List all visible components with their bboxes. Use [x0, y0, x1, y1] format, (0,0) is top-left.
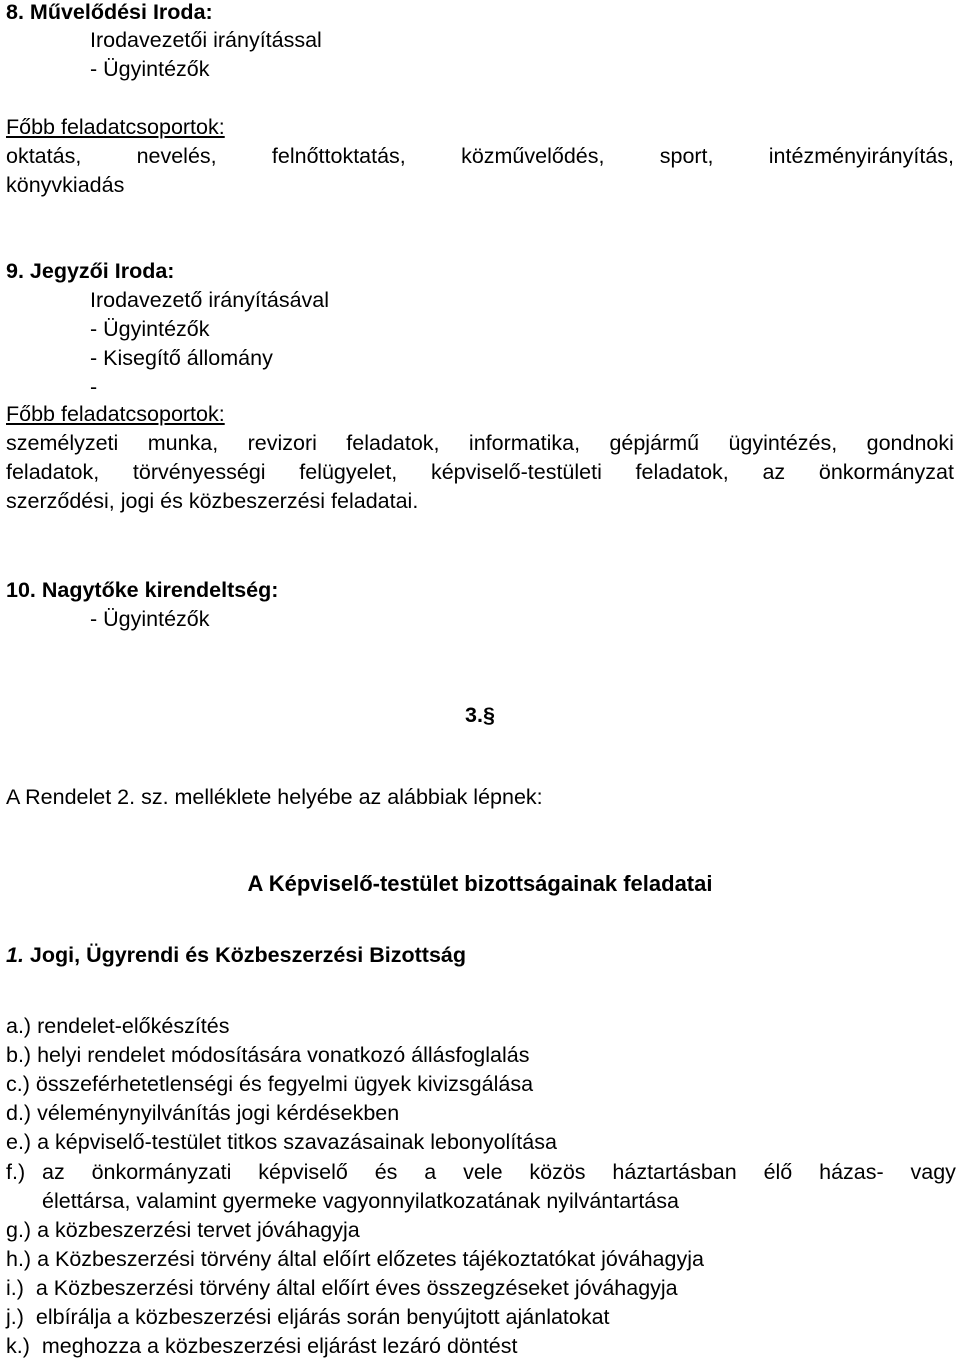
section8-tasks-label: Főbb feladatcsoportok: [6, 115, 225, 139]
committee-item-f-word: vagy [910, 1160, 956, 1184]
section8-task-word: nevelés, [136, 144, 217, 168]
committee-task-item [6, 1042, 529, 1068]
committees-heading: A Képviselő-testület bizottságainak feladatai [247, 871, 713, 896]
section9-task-word: feladatok, [635, 460, 729, 484]
section8-task-word: oktatás, [6, 144, 82, 168]
section8-task-word: intézményirányítás, [768, 144, 954, 168]
committee-task-text: összeférhetetlenségi és fegyelmi ügyek kivizsgálása [35, 1072, 534, 1096]
committee-task-text: a Közbeszerzési törvény által előírt előzetes tájékoztatókat jóváhagyja [37, 1247, 704, 1271]
committee-task-text: rendelet-előkészítés [37, 1014, 230, 1038]
section8-line1: Irodavezetői irányítással [90, 28, 322, 52]
section9-line3: - Kisegítő állomány [90, 346, 273, 370]
committee-task-item [6, 1013, 230, 1039]
committee-task-text: véleménynyilvánítás jogi kérdésekben [37, 1101, 400, 1125]
section8-line2: - Ügyintézők [90, 57, 210, 81]
committee-task-text: elbírálja a közbeszerzési eljárás során benyújtott ajánlatokat [29, 1305, 610, 1329]
section9-task-word: revizori [247, 431, 317, 455]
section9-task-word: képviselő-testületi [430, 460, 602, 484]
committee-task-letter: h.) [6, 1247, 32, 1271]
section9-tasks-line1 [6, 430, 954, 456]
section10-line1: - Ügyintézők [90, 607, 210, 631]
committee-item-f-word: az [42, 1160, 65, 1184]
section9-tasks-end: szerződési, jogi és közbeszerzési feladatai. [6, 489, 419, 513]
committee-task-item [6, 1100, 399, 1126]
section9-task-word: informatika, [468, 431, 581, 455]
committee-number: 1. [6, 943, 24, 967]
committee-item-f-word: élő [763, 1160, 793, 1184]
section9-task-word: az [762, 460, 786, 484]
committee-task-text: a Közbeszerzési törvény által előírt éves összegzéseket jóváhagyja [29, 1276, 678, 1300]
committee-task-item [6, 1246, 704, 1272]
section10-title: 10. Nagytőke kirendeltség: [6, 578, 279, 602]
committee-task-letter: k.) [6, 1334, 30, 1358]
section8-task-word: felnőttoktatás, [271, 144, 406, 168]
section8-task-word: közművelődés, [461, 144, 605, 168]
committee-title [6, 942, 466, 968]
section9-tasks-line2 [6, 459, 954, 485]
section9-task-word: törvényességi [132, 460, 266, 484]
committee-item-f-word: házas- [819, 1160, 884, 1184]
committee-item-f-word: vele [463, 1160, 503, 1184]
committee-task-letter: b.) [6, 1043, 32, 1067]
committee-task-letter: d.) [6, 1101, 32, 1125]
committee-task-letter: j.) [6, 1305, 24, 1329]
section9-tasks-label: Főbb feladatcsoportok: [6, 402, 225, 426]
committee-task-item [6, 1217, 360, 1243]
intro-text: A Rendelet 2. sz. melléklete helyébe az alábbiak lépnek: [6, 785, 543, 809]
committee-task-item [6, 1129, 557, 1155]
committee-task-text: helyi rendelet módosítására vonatkozó állásfoglalás [37, 1043, 530, 1067]
committee-task-text: meghozza a közbeszerzési eljárást lezáró döntést [35, 1334, 518, 1358]
committee-task-letter: e.) [6, 1130, 32, 1154]
committee-item-f-line2: élettársa, valamint gyermeke vagyonnyilatkozatának nyilvántartása [42, 1189, 679, 1213]
section9-title [6, 258, 174, 284]
committee-task-text: a képviselő-testület titkos szavazásainak lebonyolítása [37, 1130, 557, 1154]
section9-task-word: munka, [147, 431, 219, 455]
section9-task-word: feladatok, [6, 460, 100, 484]
section9-task-word: felügyelet, [299, 460, 398, 484]
section9-task-word: ügyintézés, [728, 431, 838, 455]
section8-task-word: sport, [659, 144, 714, 168]
committee-item-f-word: önkormányzati [91, 1160, 232, 1184]
committee-task-letter: a.) [6, 1014, 32, 1038]
committee-item-f-word: a [424, 1160, 437, 1184]
section9-task-word: gondnoki [866, 431, 954, 455]
section9-task-word: gépjármű [609, 431, 700, 455]
committee-task-text: a közbeszerzési tervet jóváhagyja [37, 1218, 360, 1242]
committee-task-letter: i.) [6, 1276, 24, 1300]
committee-item-f-word: képviselő [258, 1160, 348, 1184]
committee-task-letter: c.) [6, 1072, 30, 1096]
committee-task-letter: g.) [6, 1218, 32, 1242]
section8-tasks-end: könyvkiadás [6, 173, 125, 197]
section9-line2: - Ügyintézők [90, 317, 210, 341]
section9-line4: - [90, 375, 98, 399]
section9-title-text: 9. Jegyzői Iroda: [6, 259, 175, 283]
section9-line1: Irodavezető irányításával [90, 288, 330, 312]
committee-item-f-word: közös [529, 1160, 586, 1184]
paragraph-marker: 3.§ [465, 703, 495, 727]
committee-item-f-word: háztartásban [612, 1160, 737, 1184]
committee-item-f-letter: f.) [6, 1160, 26, 1184]
section9-task-word: önkormányzat [818, 460, 954, 484]
committee-item-f-line1 [42, 1159, 956, 1185]
committee-task-item [6, 1304, 610, 1330]
committee-task-item [6, 1275, 678, 1301]
section9-task-word: személyzeti [6, 431, 119, 455]
committee-item-f-word: és [374, 1160, 398, 1184]
section9-task-word: feladatok, [346, 431, 440, 455]
section8-tasks-line [6, 143, 954, 169]
section8-title: 8. Művelődési Iroda: [6, 0, 213, 24]
committee-task-item [6, 1071, 533, 1097]
committee-title-text: Jogi, Ügyrendi és Közbeszerzési Bizottság [29, 943, 467, 967]
committee-task-item [6, 1333, 517, 1359]
